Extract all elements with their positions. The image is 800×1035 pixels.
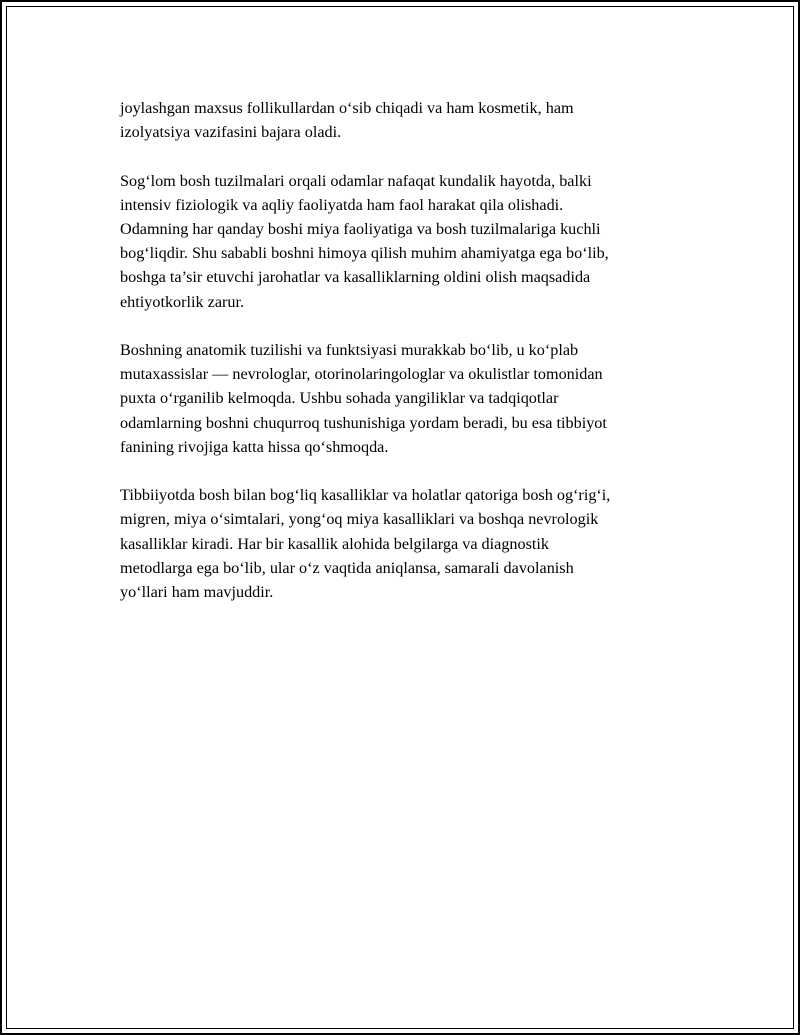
paragraph: Boshning anatomik tuzilishi va funktsiyasi murakkab bo‘lib, u ko‘plab mutaxassislar — nevrologlar, otorinolaringologlar va okulistlar tomonidan puxta o‘rganilib kelmoqda. Ushbu sohada yangiliklar va tadqiqotlar odamlarning boshni chuqurroq tushunishiga yordam beradi, bu esa tibbiyot fanining rivojiga katta hissa qo‘shmoqda.	[120, 341, 607, 456]
document-body	[120, 96, 700, 628]
paragraph: Sog‘lom bosh tuzilmalari orqali odamlar nafaqat kundalik hayotda, balki intensiv fiziologik va aqliy faoliyatda ham faol harakat qila olishadi. Odamning har qanday boshi miya faoliyatiga va bosh tuzilmalariga kuchli bog‘liqdir. Shu sababli boshni himoya qilish muhim ahamiyatga ega bo‘lib, boshga ta’sir etuvchi jarohatlar va kasalliklarning oldini olish maqsadida ehtiyotkorlik zarur.	[120, 171, 609, 311]
paragraph: joylashgan maxsus follikullardan o‘sib chiqadi va ham kosmetik, ham izolyatsiya vazifasini bajara oladi.	[120, 99, 574, 142]
paragraph: Tibbiiyotda bosh bilan bog‘liq kasalliklar va holatlar qatoriga bosh og‘rig‘i, migren, miya o‘simtalari, yong‘oq miya kasalliklari va boshqa nevrologik kasalliklar kiradi. Har bir kasallik alohida belgilarga va diagnostik metodlarga ega bo‘lib, ular o‘z vaqtida aniqlansa, samarali davolanish yo‘llari ham mavjuddir.	[120, 486, 611, 602]
